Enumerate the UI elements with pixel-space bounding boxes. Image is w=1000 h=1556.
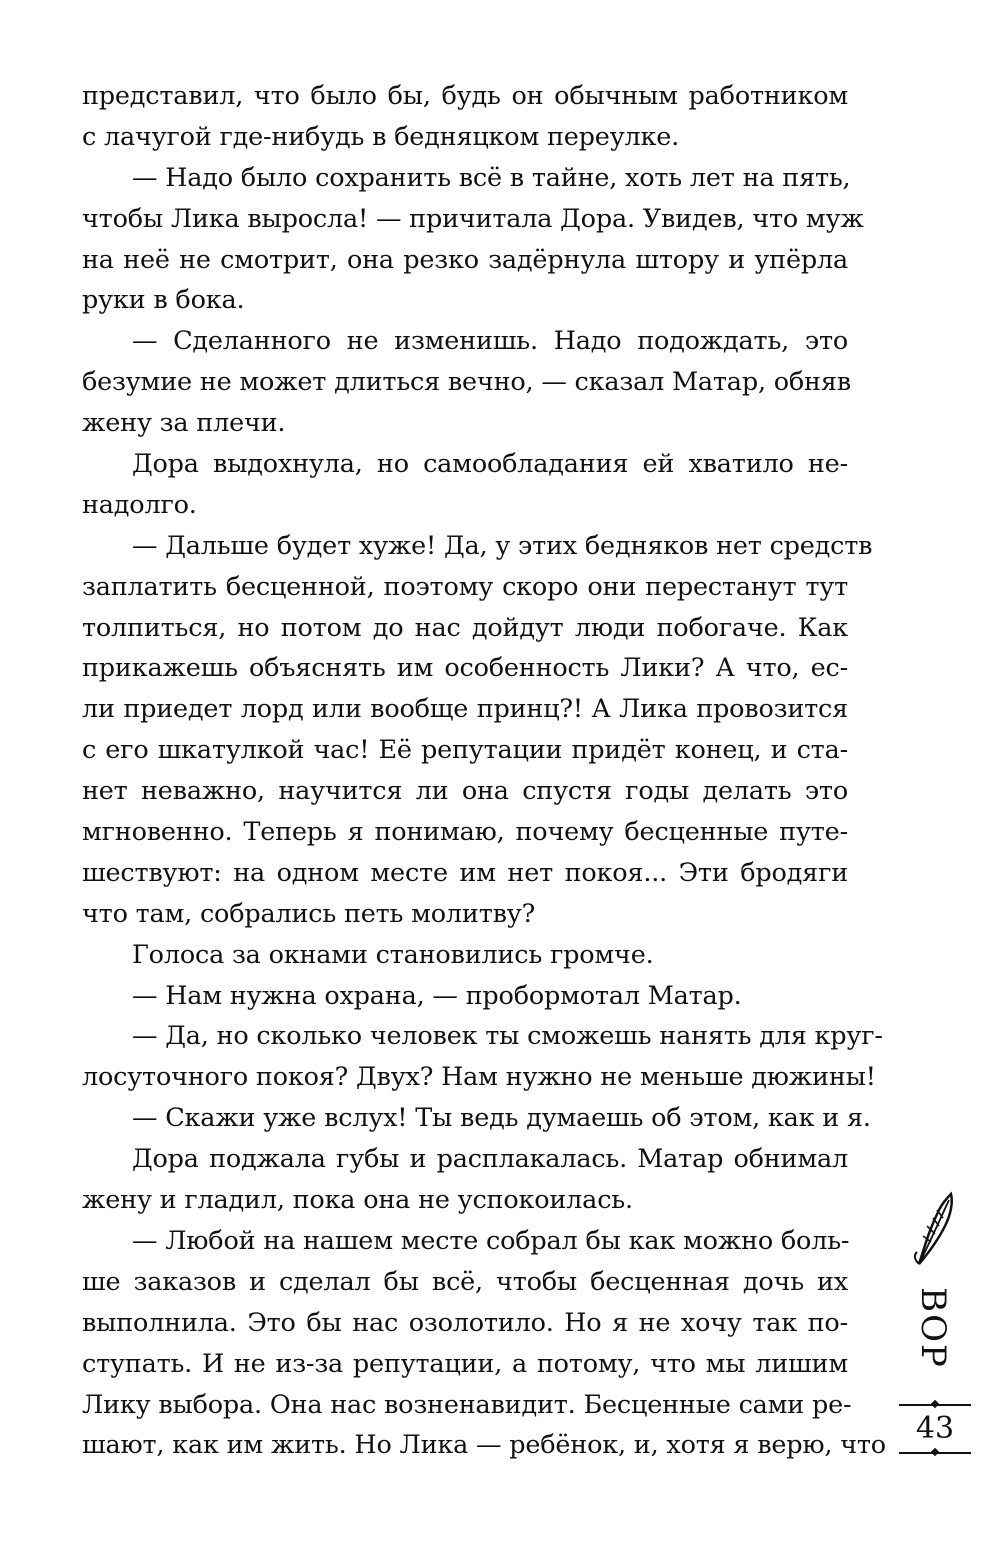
text-line: ступать. И не из-за репутации, а потому, что мы лишим [82, 1348, 848, 1379]
text-line: шествуют: на одном месте им нет покоя... Эти бродяги [82, 857, 848, 888]
text-line: — Нам нужна охрана, — пробормотал Матар. [132, 980, 742, 1011]
text-line: Дора поджала губы и расплакалась. Матар обнимал [132, 1144, 848, 1175]
text-line: мгновенно. Теперь я понимаю, почему бесценные путе- [82, 817, 848, 848]
page-number: 43 [915, 1411, 955, 1446]
text-line: руки в бока. [82, 285, 245, 316]
text-line: жену за плечи. [82, 408, 286, 439]
text-line: безумие не может длиться вечно, — сказал Матар, обняв [82, 367, 851, 398]
text-line: Дора выдохнула, но самообладания ей хватило не- [132, 449, 848, 480]
running-title: ВОР [913, 1287, 953, 1369]
text-line: — Скажи уже вслух! Ты ведь думаешь об этом, как и я. [132, 1103, 871, 1134]
text-line: прикажешь объяснять им особенность Лики? А что, ес- [82, 653, 848, 684]
text-line: нет неважно, научится ли она спустя годы делать это [82, 776, 848, 807]
text-line: с его шкатулкой час! Её репутации придёт конец, и ста- [82, 735, 848, 766]
text-line: — Дальше будет хуже! Да, у этих бедняков нет средств [132, 530, 873, 561]
text-line: — Любой на нашем месте собрал бы как можно боль- [132, 1225, 850, 1256]
text-line: лосуточного покоя? Двух? Нам нужно не меньше дюжины! [82, 1062, 876, 1093]
text-line: шают, как им жить. Но Лика — ребёнок, и, хотя я верю, что [82, 1430, 886, 1461]
text-line: жену и гладил, пока она не успокоилась. [82, 1185, 633, 1216]
text-line: — Надо было сохранить всё в тайне, хоть лет на пять, [132, 162, 851, 193]
text-line: ше заказов и сделал бы всё, чтобы бесценная дочь их [82, 1266, 848, 1297]
text-line: с лачугой где-нибудь в бедняцком переулке. [82, 121, 680, 152]
text-line: — Да, но сколько человек ты сможешь нанять для круг- [132, 1021, 883, 1052]
page-body [82, 76, 886, 1466]
text-line: надолго. [82, 489, 197, 520]
text-line: выполнила. Это бы нас озолотило. Но я не хочу так по- [82, 1307, 848, 1338]
text-line: толпиться, но потом до нас дойдут люди побогаче. Как [82, 612, 848, 643]
text-line: — Сделанного не изменишь. Надо подождать, это [132, 326, 848, 357]
text-line: ли приедет лорд или вообще принц?! А Лика провозится [82, 694, 848, 725]
text-line: что там, собрались петь молитву? [82, 898, 536, 929]
feather-icon [911, 1190, 955, 1270]
text-line: заплатить бесценной, поэтому скоро они перестанут тут [82, 571, 848, 602]
text-line: представил, что было бы, будь он обычным работником [82, 81, 848, 111]
text-line: чтобы Лика выросла! — причитала Дора. Увидев, что муж [82, 203, 864, 234]
text-line: Голоса за окнами становились громче. [132, 939, 654, 970]
text-line: Лику выбора. Она нас возненавидит. Бесценные сами ре- [82, 1389, 852, 1420]
text-line: на неё не смотрит, она резко задёрнула штору и упёрла [82, 244, 848, 275]
running-header [895, 1190, 975, 1490]
